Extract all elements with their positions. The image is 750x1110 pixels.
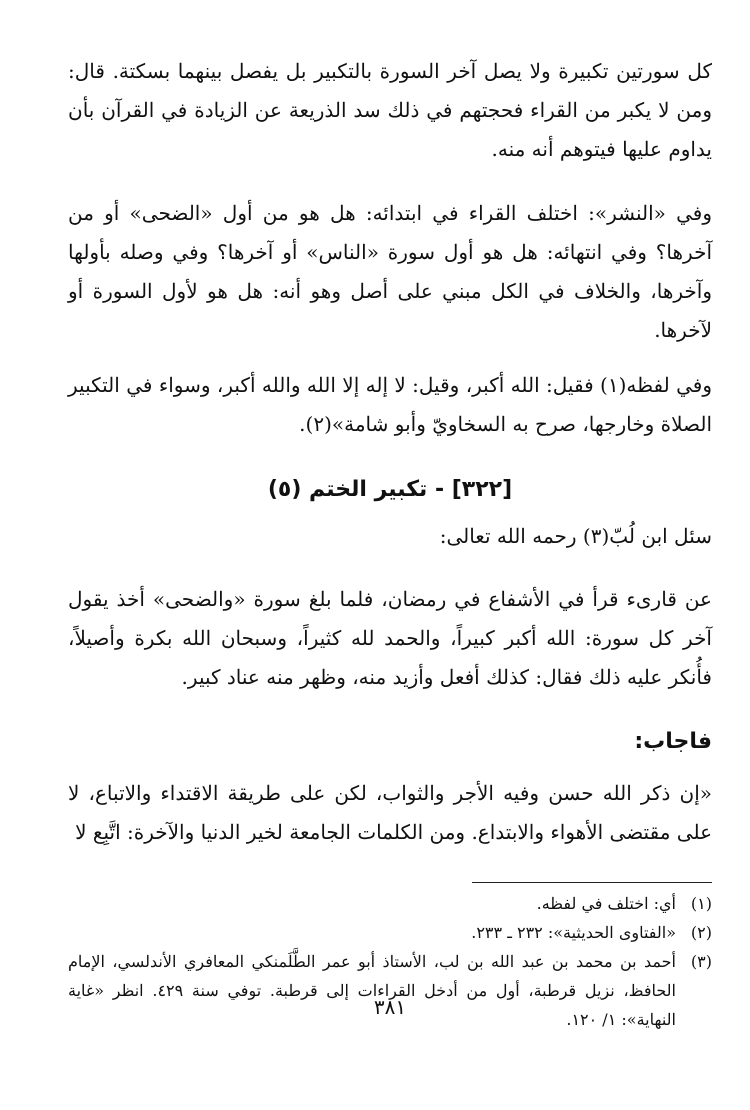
paragraph-4: عن قارىء قرأ في الأشفاع في رمضان، فلما بلغ سورة «والضحى» أخذ يقول آخر كل سورة: الله أكبر كبيراً، والحمد لله كثيراً، وسبحان الله بكرة وأصيلاً، فأُنكر عليه ذلك فقال: كذلك أفعل وأزيد منه، وظهر منه عناد كبير. (68, 587, 712, 689)
footnote-text: أحمد بن محمد بن عبد الله بن لب، الأستاذ أبو عمر الطَّلَمنكي المعافري الأندلسي، الإمام الحافظ، نزيل قرطبة، أول من أدخل القراءات إلى قرطبة. توفي سنة ٤٢٩. انظر «غاية النهاية»: ١/ ١٢٠. (68, 952, 676, 1029)
footnote-divider (472, 882, 712, 883)
answer-label: فاجاب: (634, 729, 712, 754)
footnote-text: أي: اختلف في لفظه. (536, 894, 676, 913)
paragraph-3: وفي لفظه(١) فقيل: الله أكبر، وقيل: لا إله إلا الله والله أكبر، وسواء في التكبير الصلاة وخارجها، صرح به السخاويّ وأبو شامة»(٢). (68, 373, 712, 436)
paragraph-5: «إن ذكر الله حسن وفيه الأجر والثواب، لكن على طريقة الاقتداء والاتباع، لا على مقتضى الأهواء والابتداع. ومن الكلمات الجامعة لخير الدنيا والآخرة: اتَّبِع لا (68, 781, 712, 844)
footnote-number: (١) (690, 894, 712, 913)
document-page (68, 52, 712, 1052)
footnote-number: (٣) (690, 952, 712, 971)
section-heading: [٣٢٢] - تكبير الختم (٥) (267, 477, 513, 502)
footnote-1 (68, 889, 712, 918)
paragraph-1: كل سورتين تكبيرة ولا يصل آخر السورة بالتكبير بل يفصل بينهما بسكتة. قال: ومن لا يكبر من القراء فحجتهم في ذلك سد الذريعة عن الزيادة في القرآن بأن يداوم عليها فيتوهم أنه منه. (68, 59, 712, 161)
footnote-2 (68, 918, 712, 947)
page-number: ٣٨١ (373, 995, 407, 1019)
paragraph-2: وفي «النشر»: اختلف القراء في ابتدائه: هل هو من أول «الضحى» أو من آخرها؟ وفي انتهائه: هل هو أول سورة «الناس» أو آخرها؟ وفي وصله بأولها وآخرها، والخلاف في الكل مبني على أصل وهو أنه: هل هو لأول السورة أو لآخرها. (68, 201, 712, 342)
question-line: سئل ابن لُبّ(٣) رحمه الله تعالى: (439, 524, 712, 548)
footnote-number: (٢) (690, 923, 712, 942)
footnote-text: «الفتاوى الحديثية»: ٢٣٢ ـ ٢٣٣. (471, 923, 676, 942)
